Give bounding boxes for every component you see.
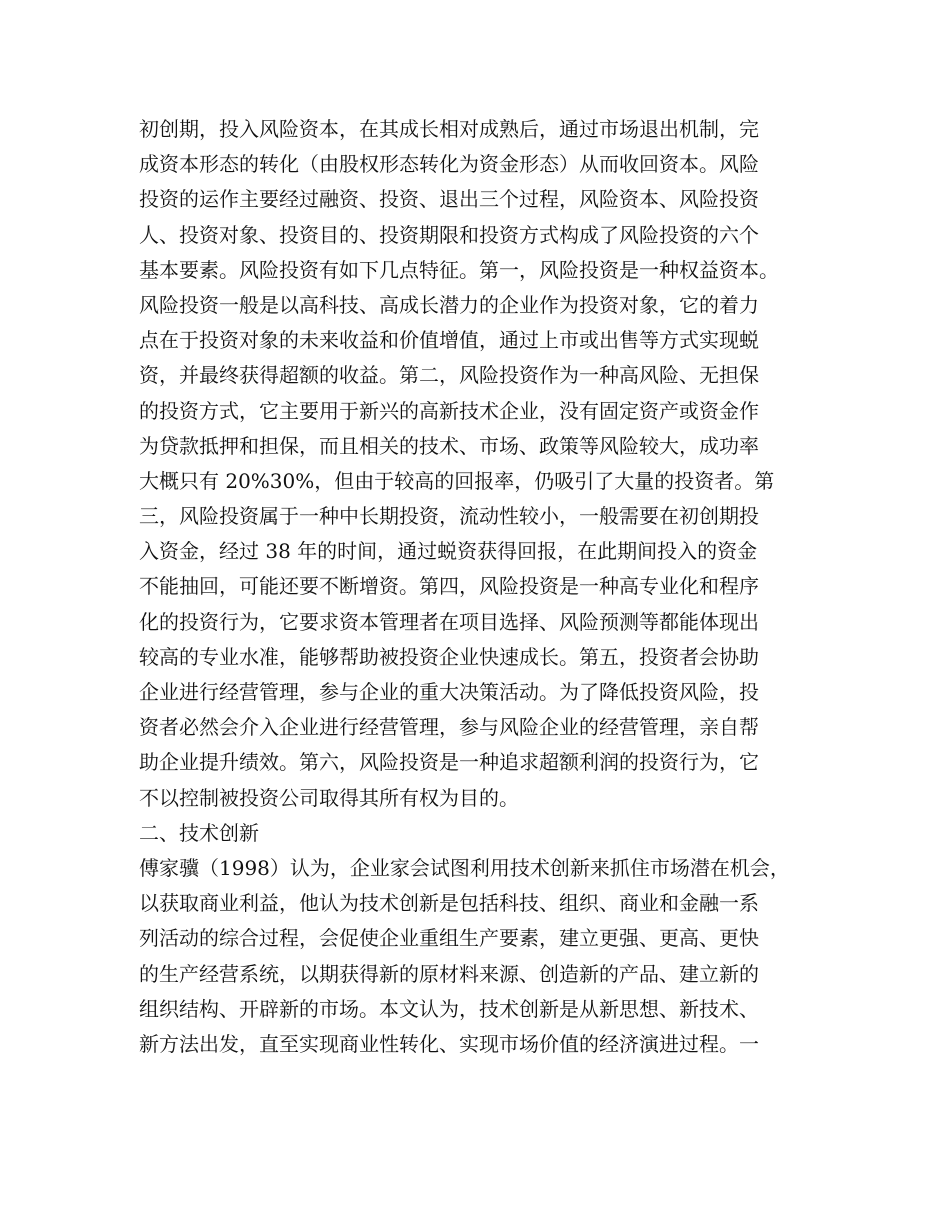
text-line: 资，并最终获得超额的收益。第二，风险投资作为一种高风险、无担保: [139, 363, 759, 388]
text-line: 不能抽回，可能还要不断增资。第四，风险投资是一种高专业化和程序: [139, 574, 759, 599]
text-line: 风险投资一般是以高科技、高成长潜力的企业作为投资对象，它的着力: [139, 292, 759, 317]
text-line: 傅家骥（1998）认为，企业家会试图利用技术创新来抓住市场潜在机会，: [139, 855, 790, 880]
text-line: 入资金，经过 38 年的时间，通过蜕资获得回报，在此期间投入的资金: [139, 539, 758, 564]
text-line: 组织结构、开辟新的市场。本文认为，技术创新是从新思想、新技术、: [139, 996, 759, 1021]
text-line: 以获取商业利益，他认为技术创新是包括科技、组织、商业和金融一系: [139, 891, 759, 916]
text-line: 投资的运作主要经过融资、投资、退出三个过程，风险资本、风险投资: [139, 187, 759, 212]
text-line: 新方法出发，直至实现商业性转化、实现市场价值的经济演进过程。一: [139, 1031, 759, 1056]
text-line: 基本要素。风险投资有如下几点特征。第一，风险投资是一种权益资本。: [139, 257, 779, 282]
text-line: 三，风险投资属于一种中长期投资，流动性较小，一般需要在初创期投: [139, 504, 759, 529]
text-line: 企业进行经营管理，参与企业的重大决策活动。为了降低投资风险，投: [139, 680, 759, 704]
section-heading: 二、技术创新: [139, 820, 259, 845]
text-line: 资者必然会介入企业进行经营管理，参与风险企业的经营管理，亲自帮: [139, 715, 759, 740]
text-line: 列活动的综合过程，会促使企业重组生产要素，建立更强、更高、更快: [139, 926, 759, 951]
text-line: 化的投资行为，它要求资本管理者在项目选择、风险预测等都能体现出: [139, 609, 759, 634]
text-line: 点在于投资对象的未来收益和价值增值，通过上市或出售等方式实现蜕: [139, 328, 759, 353]
text-line: 大概只有 20%30%，但由于较高的回报率，仍吸引了大量的投资者。第: [139, 468, 775, 493]
text-line: 为贷款抵押和担保，而且相关的技术、市场、政策等风险较大，成功率: [139, 433, 759, 458]
text-line: 的投资方式，它主要用于新兴的高新技术企业，没有固定资产或资金作: [139, 398, 759, 423]
text-line: 助企业提升绩效。第六，风险投资是一种追求超额利润的投资行为，它: [139, 750, 759, 775]
text-line: 成资本形态的转化（由股权形态转化为资金形态）从而收回资本。风险: [139, 152, 759, 177]
text-line: 人、投资对象、投资目的、投资期限和投资方式构成了风险投资的六个: [139, 222, 759, 247]
text-line: 不以控制被投资公司取得其所有权为目的。: [139, 785, 519, 810]
text-line: 的生产经营系统，以期获得新的原材料来源、创造新的产品、建立新的: [139, 961, 759, 986]
body-text: [139, 112, 829, 1062]
text-line: 初创期，投入风险资本，在其成长相对成熟后，通过市场退出机制，完: [139, 117, 759, 141]
text-line: 较高的专业水准，能够帮助被投资企业快速成长。第五，投资者会协助: [139, 644, 759, 669]
